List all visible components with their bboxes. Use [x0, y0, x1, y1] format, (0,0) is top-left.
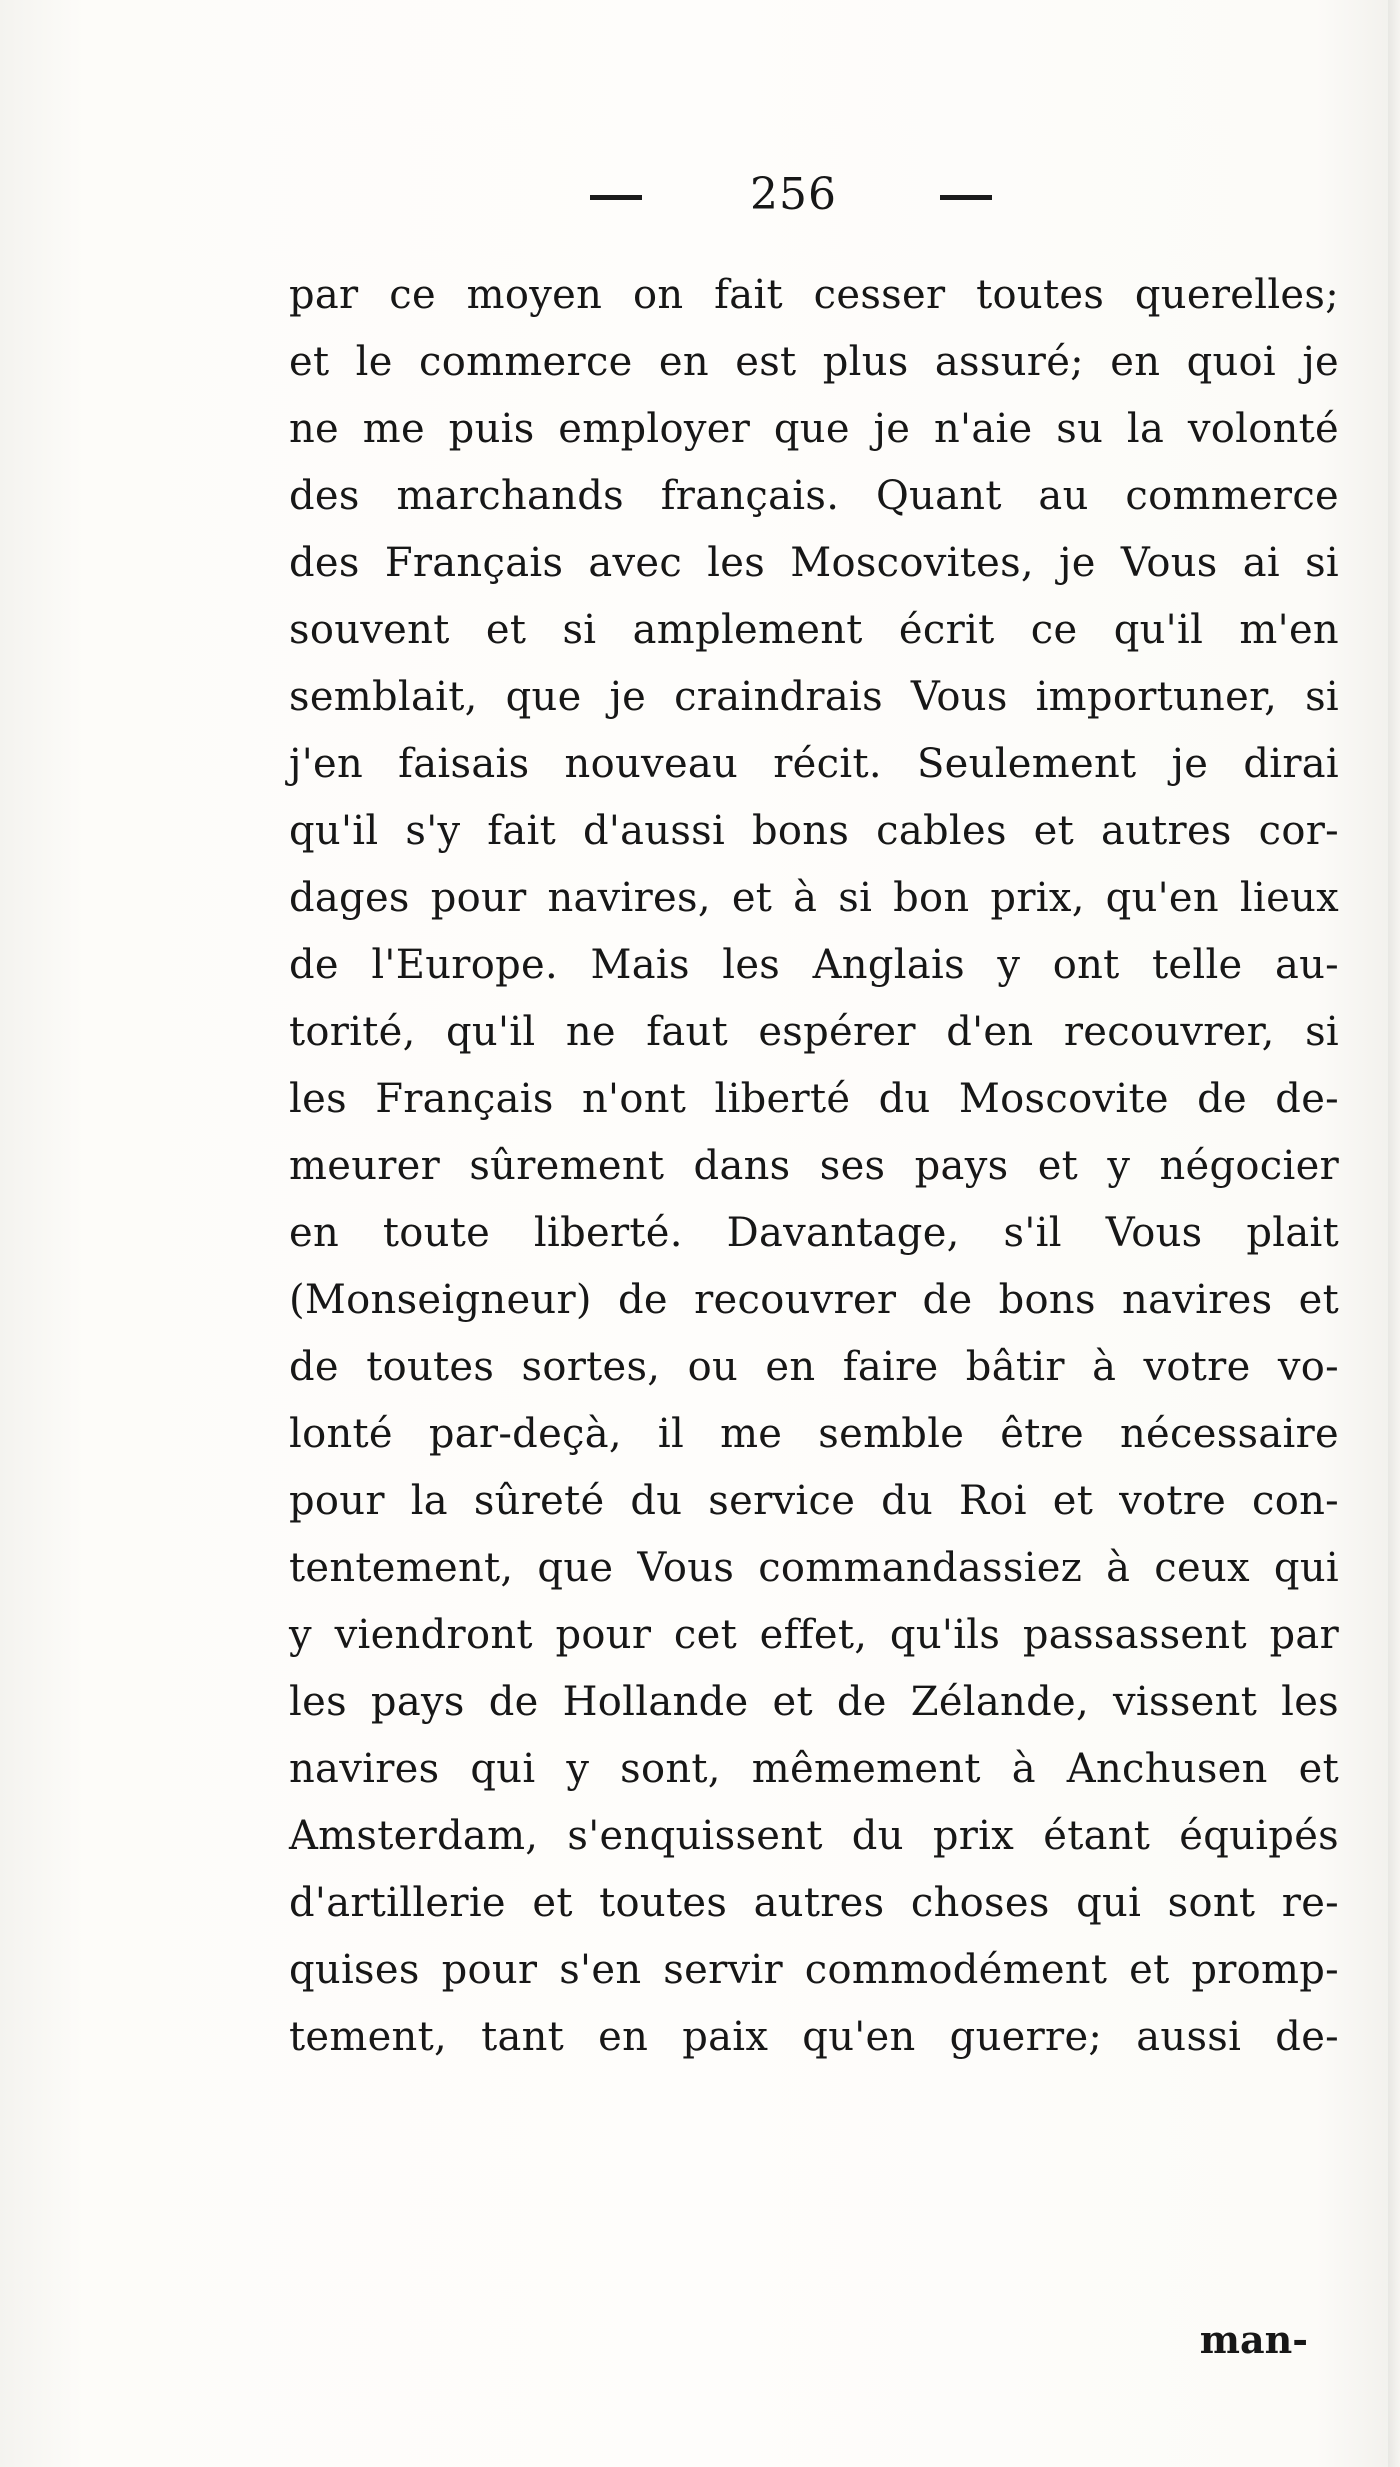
- text-line: pour la sûreté du service du Roi et votre con-: [289, 1478, 1339, 1524]
- header-dash-right: [940, 195, 992, 200]
- text-line: par ce moyen on fait cesser toutes querelles;: [289, 272, 1339, 318]
- text-line: quises pour s'en servir commodément et promp-: [289, 1947, 1339, 1993]
- text-line: des Français avec les Moscovites, je Vous ai si: [289, 540, 1339, 586]
- text-line: Amsterdam, s'enquissent du prix étant équipés: [289, 1813, 1339, 1859]
- text-line: et le commerce en est plus assuré; en quoi je: [289, 339, 1339, 385]
- text-line: (Monseigneur) de recouvrer de bons navires et: [289, 1277, 1339, 1323]
- text-line: de l'Europe. Mais les Anglais y ont telle au-: [289, 942, 1339, 988]
- text-line: ne me puis employer que je n'aie su la volonté: [289, 406, 1339, 452]
- header-dash-left: [590, 195, 642, 200]
- text-line: lonté par-deçà, il me semble être nécessaire: [289, 1411, 1339, 1457]
- text-line: les Français n'ont liberté du Moscovite de de-: [289, 1076, 1339, 1122]
- text-line: en toute liberté. Davantage, s'il Vous plait: [289, 1210, 1339, 1256]
- text-line: de toutes sortes, ou en faire bâtir à votre vo-: [289, 1344, 1339, 1390]
- text-line: les pays de Hollande et de Zélande, vissent les: [289, 1679, 1339, 1725]
- text-line: tentement, que Vous commandassiez à ceux qui: [289, 1545, 1339, 1591]
- page-number: 256: [750, 169, 837, 220]
- text-line: navires qui y sont, mêmement à Anchusen et: [289, 1746, 1339, 1792]
- text-line: meurer sûrement dans ses pays et y négocier: [289, 1143, 1339, 1189]
- text-line: y viendront pour cet effet, qu'ils passassent par: [289, 1612, 1339, 1658]
- catchword: man-: [1199, 2317, 1308, 2362]
- text-line: des marchands français. Quant au commerce: [289, 473, 1339, 519]
- text-line: tement, tant en paix qu'en guerre; aussi de-: [289, 2014, 1339, 2060]
- text-line: qu'il s'y fait d'aussi bons cables et autres cor-: [289, 808, 1339, 854]
- text-line: semblait, que je craindrais Vous importuner, si: [289, 674, 1339, 720]
- text-line: d'artillerie et toutes autres choses qui sont re-: [289, 1880, 1339, 1926]
- text-line: torité, qu'il ne faut espérer d'en recouvrer, si: [289, 1009, 1339, 1055]
- body-text: [289, 262, 1339, 2071]
- text-line: souvent et si amplement écrit ce qu'il m'en: [289, 607, 1339, 653]
- page-edge-shadow: [1388, 0, 1400, 2467]
- text-line: j'en faisais nouveau récit. Seulement je dirai: [289, 741, 1339, 787]
- page-header: [590, 160, 1010, 230]
- text-line: dages pour navires, et à si bon prix, qu'en lieux: [289, 875, 1339, 921]
